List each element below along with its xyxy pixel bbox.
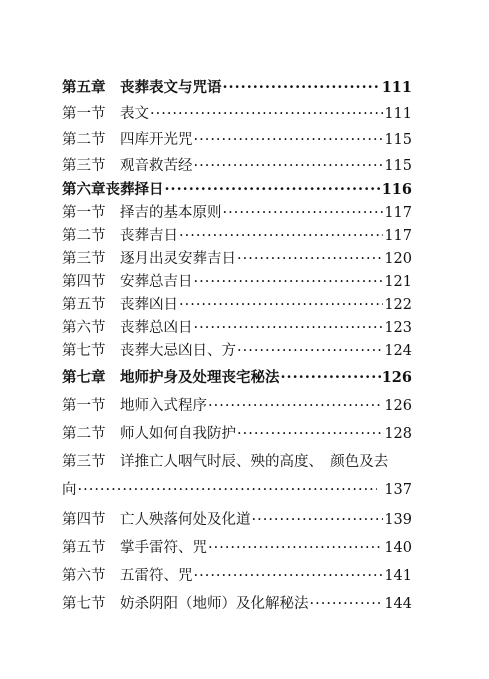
toc-page-number: 137 [384,482,412,498]
toc-label: 第五节 掌手雷符、咒 [62,540,207,556]
toc-label: 第一节 择吉的基本原则 [62,205,222,221]
toc-chapter-5 [62,78,412,98]
toc-section-6-4 [62,272,412,292]
toc-section-7-6 [62,566,412,586]
dot-leader [78,480,378,500]
toc-section-6-6 [62,318,412,338]
toc-section-7-4 [62,510,412,530]
toc-page-number: 128 [384,426,412,442]
toc-section-6-5 [62,295,412,315]
toc-chapter-7 [62,368,412,388]
dot-leader [237,424,383,444]
toc-page-number: 117 [384,228,412,244]
toc-page-number: 115 [384,158,412,174]
toc-section-5-2 [62,130,412,150]
dot-leader [194,272,384,292]
toc-section-6-2 [62,226,412,246]
dot-leader [208,396,383,416]
toc-label: 第六章丧葬择日 [62,181,164,198]
toc-label: 第三节 逐月出灵安葬吉日 [62,251,236,267]
toc-section-6-1 [62,203,412,223]
toc-page-number: 120 [384,251,412,267]
dot-leader [194,156,384,176]
toc-section-5-3 [62,156,412,176]
dot-leader [237,249,383,269]
dot-leader [194,566,384,586]
dot-leader [208,538,383,558]
toc-label-continued: 向 [62,482,77,498]
toc-label: 第七节 妨杀阴阳（地师）及化解秘法 [62,596,309,612]
toc-page-number: 140 [384,540,412,556]
toc-page-number: 115 [384,132,412,148]
toc-label: 第二节 师人如何自我防护 [62,426,236,442]
dot-leader [194,130,384,150]
toc-label: 第六节 丧葬总凶日 [62,320,193,336]
toc-section-7-7 [62,594,412,614]
toc-page-number: 111 [384,106,412,122]
toc-page-number: 123 [384,320,412,336]
toc-section-7-5 [62,538,412,558]
toc-page-number: 117 [384,205,412,221]
dot-leader [179,295,383,315]
toc-page-number: 116 [381,181,412,198]
toc-chapter-6 [62,180,412,200]
toc-label: 第七节 丧葬大忌凶日、方 [62,343,236,359]
toc-page-number: 121 [384,274,412,290]
toc-page-number: 124 [384,343,412,359]
toc-label: 第四节 亡人殃落何处及化道 [62,512,251,528]
toc-page-number: 126 [384,398,412,414]
toc-page-number: 126 [381,369,412,386]
toc-label: 第三节 详推亡人咽气时辰、殃的高度、 颜色及去 [62,454,389,470]
toc-section-7-3-line1 [62,452,432,472]
toc-label: 第二节 丧葬吉日 [62,228,178,244]
dot-leader [237,341,383,361]
dot-leader [252,510,384,530]
toc-label: 第一节 地师入式程序 [62,398,207,414]
toc-page-number: 139 [384,512,412,528]
toc-section-7-2 [62,424,412,444]
toc-label: 第二节 四库开光咒 [62,132,193,148]
toc-label: 第七章 地师护身及处理丧宅秘法 [62,369,280,386]
dot-leader [194,318,384,338]
toc-label: 第五节 丧葬凶日 [62,297,178,313]
toc-section-7-1 [62,396,412,416]
toc-section-7-3-line2 [62,480,412,500]
toc-label: 第一节 表文 [62,106,149,122]
dot-leader [223,78,381,98]
toc-page-number: 111 [381,79,412,96]
toc-label: 第六节 五雷符、咒 [62,568,193,584]
dot-leader [165,180,381,200]
toc-section-6-7 [62,341,412,361]
toc-section-6-3 [62,249,412,269]
toc-section-5-1 [62,104,412,124]
dot-leader [150,104,383,124]
toc-page-number: 144 [384,596,412,612]
toc-page-number: 122 [384,297,412,313]
dot-leader [179,226,383,246]
dot-leader [223,203,384,223]
dot-leader [281,368,381,388]
toc-label: 第五章 丧葬表文与咒语 [62,79,222,96]
toc-label: 第四节 安葬总吉日 [62,274,193,290]
toc-label: 第三节 观音救苦经 [62,158,193,174]
dot-leader [310,594,384,614]
toc-page-number: 141 [384,568,412,584]
